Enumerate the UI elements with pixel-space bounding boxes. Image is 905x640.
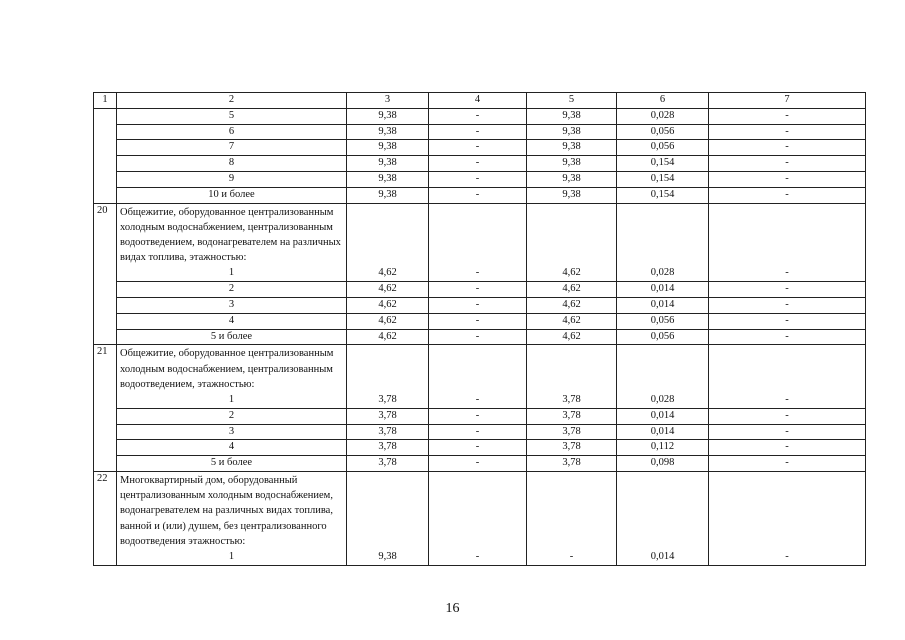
empty-cell [617, 471, 709, 550]
value-col-4: - [429, 266, 527, 281]
value-col-4: - [429, 140, 527, 156]
value-col-6: 0,056 [617, 313, 709, 329]
value-col-5: 3,78 [527, 393, 617, 408]
value-col-3: 9,38 [347, 124, 429, 140]
value-col-5: 3,78 [527, 408, 617, 424]
empty-cell [347, 471, 429, 550]
value-col-3: 4,62 [347, 266, 429, 281]
floor-cell: 6 [117, 124, 347, 140]
value-col-6: 0,028 [617, 393, 709, 408]
floor-cell: 1 [117, 550, 347, 565]
floor-cell: 10 и более [117, 187, 347, 203]
value-col-3: 9,38 [347, 550, 429, 565]
value-col-7: - [709, 140, 866, 156]
value-col-3: 9,38 [347, 156, 429, 172]
header-col-1: 1 [94, 93, 117, 109]
value-col-5: 4,62 [527, 329, 617, 345]
value-col-6: 0,112 [617, 440, 709, 456]
floor-cell: 4 [117, 440, 347, 456]
table-row [94, 408, 866, 424]
value-col-5: 3,78 [527, 456, 617, 472]
value-col-7: - [709, 456, 866, 472]
value-col-6: 0,014 [617, 550, 709, 565]
empty-cell [709, 471, 866, 550]
empty-cell [429, 203, 527, 266]
value-col-6: 0,014 [617, 297, 709, 313]
value-col-4: - [429, 456, 527, 472]
empty-cell [709, 203, 866, 266]
floor-cell: 8 [117, 156, 347, 172]
value-col-4: - [429, 297, 527, 313]
value-col-6: 0,014 [617, 408, 709, 424]
table-row [94, 282, 866, 298]
empty-cell [709, 345, 866, 393]
floor-cell: 3 [117, 297, 347, 313]
value-col-4: - [429, 550, 527, 565]
value-col-7: - [709, 393, 866, 408]
table-row [94, 424, 866, 440]
value-col-4: - [429, 108, 527, 124]
table-row [94, 550, 866, 565]
value-col-6: 0,056 [617, 140, 709, 156]
value-col-7: - [709, 329, 866, 345]
table-row [94, 456, 866, 472]
value-col-6: 0,154 [617, 171, 709, 187]
value-col-3: 4,62 [347, 329, 429, 345]
header-col-3: 3 [347, 93, 429, 109]
row-number-cell [94, 108, 117, 203]
value-col-3: 9,38 [347, 171, 429, 187]
value-col-7: - [709, 408, 866, 424]
group-description: Многоквартирный дом, оборудованный централизованным холодным водоснабжением, водонагревателем на различных видах топлива, ванной и (или) душем, без централизованного водоотведения этажностью: [117, 471, 347, 550]
empty-cell [527, 203, 617, 266]
empty-cell [617, 203, 709, 266]
value-col-5: 9,38 [527, 156, 617, 172]
group-description: Общежитие, оборудованное централизованным холодным водоснабжением, централизованным водоотведением, водонагревателем на различных видах топлива, этажностью: [117, 203, 347, 266]
value-col-5: 9,38 [527, 124, 617, 140]
value-col-4: - [429, 424, 527, 440]
floor-cell: 1 [117, 393, 347, 408]
empty-cell [527, 471, 617, 550]
value-col-4: - [429, 187, 527, 203]
floor-cell: 5 и более [117, 329, 347, 345]
value-col-5: 9,38 [527, 108, 617, 124]
value-col-5: 4,62 [527, 282, 617, 298]
value-col-6: 0,154 [617, 187, 709, 203]
value-col-4: - [429, 329, 527, 345]
value-col-5: 3,78 [527, 424, 617, 440]
empty-cell [617, 345, 709, 393]
value-col-3: 3,78 [347, 424, 429, 440]
value-col-6: 0,014 [617, 424, 709, 440]
value-col-3: 4,62 [347, 282, 429, 298]
value-col-5: 3,78 [527, 440, 617, 456]
value-col-5: 9,38 [527, 187, 617, 203]
value-col-7: - [709, 187, 866, 203]
value-col-3: 4,62 [347, 297, 429, 313]
group-header-row [94, 471, 866, 550]
value-col-4: - [429, 124, 527, 140]
value-col-6: 0,028 [617, 266, 709, 281]
table-row [94, 393, 866, 408]
value-col-7: - [709, 297, 866, 313]
value-col-7: - [709, 440, 866, 456]
table-row [94, 440, 866, 456]
value-col-7: - [709, 282, 866, 298]
value-col-4: - [429, 282, 527, 298]
value-col-5: 9,38 [527, 140, 617, 156]
value-col-7: - [709, 108, 866, 124]
value-col-3: 3,78 [347, 440, 429, 456]
table-row [94, 171, 866, 187]
table-row [94, 297, 866, 313]
value-col-3: 9,38 [347, 140, 429, 156]
group-header-row [94, 345, 866, 393]
value-col-3: 3,78 [347, 408, 429, 424]
table-row [94, 187, 866, 203]
header-col-5: 5 [527, 93, 617, 109]
header-col-2: 2 [117, 93, 347, 109]
header-col-6: 6 [617, 93, 709, 109]
value-col-7: - [709, 156, 866, 172]
value-col-4: - [429, 156, 527, 172]
value-col-5: 4,62 [527, 313, 617, 329]
value-col-7: - [709, 550, 866, 565]
floor-cell: 4 [117, 313, 347, 329]
group-header-row [94, 203, 866, 266]
value-col-4: - [429, 440, 527, 456]
row-number-cell: 22 [94, 471, 117, 565]
empty-cell [347, 345, 429, 393]
floor-cell: 1 [117, 266, 347, 281]
value-col-6: 0,098 [617, 456, 709, 472]
value-col-7: - [709, 266, 866, 281]
tariff-table [93, 92, 866, 566]
floor-cell: 2 [117, 408, 347, 424]
value-col-4: - [429, 313, 527, 329]
floor-cell: 5 и более [117, 456, 347, 472]
empty-cell [527, 345, 617, 393]
empty-cell [347, 203, 429, 266]
value-col-3: 4,62 [347, 313, 429, 329]
header-col-4: 4 [429, 93, 527, 109]
value-col-5: 4,62 [527, 297, 617, 313]
table-row [94, 156, 866, 172]
group-description: Общежитие, оборудованное централизованным холодным водоснабжением, централизованным водоотведением, этажностью: [117, 345, 347, 393]
floor-cell: 7 [117, 140, 347, 156]
value-col-7: - [709, 171, 866, 187]
header-row [94, 93, 866, 109]
table-row [94, 266, 866, 281]
value-col-5: - [527, 550, 617, 565]
page-number: 16 [445, 601, 460, 616]
floor-cell: 9 [117, 171, 347, 187]
value-col-6: 0,154 [617, 156, 709, 172]
floor-cell: 3 [117, 424, 347, 440]
table-row [94, 108, 866, 124]
value-col-6: 0,028 [617, 108, 709, 124]
table-row [94, 124, 866, 140]
value-col-5: 4,62 [527, 266, 617, 281]
floor-cell: 2 [117, 282, 347, 298]
table-row [94, 140, 866, 156]
value-col-3: 3,78 [347, 456, 429, 472]
table-row [94, 313, 866, 329]
value-col-7: - [709, 313, 866, 329]
empty-cell [429, 471, 527, 550]
row-number-cell: 20 [94, 203, 117, 345]
value-col-6: 0,014 [617, 282, 709, 298]
value-col-5: 9,38 [527, 171, 617, 187]
value-col-3: 9,38 [347, 108, 429, 124]
value-col-3: 3,78 [347, 393, 429, 408]
value-col-4: - [429, 393, 527, 408]
row-number-cell: 21 [94, 345, 117, 472]
value-col-7: - [709, 124, 866, 140]
value-col-6: 0,056 [617, 329, 709, 345]
value-col-4: - [429, 408, 527, 424]
value-col-4: - [429, 171, 527, 187]
header-col-7: 7 [709, 93, 866, 109]
value-col-7: - [709, 424, 866, 440]
value-col-6: 0,056 [617, 124, 709, 140]
table-row [94, 329, 866, 345]
empty-cell [429, 345, 527, 393]
value-col-3: 9,38 [347, 187, 429, 203]
floor-cell: 5 [117, 108, 347, 124]
